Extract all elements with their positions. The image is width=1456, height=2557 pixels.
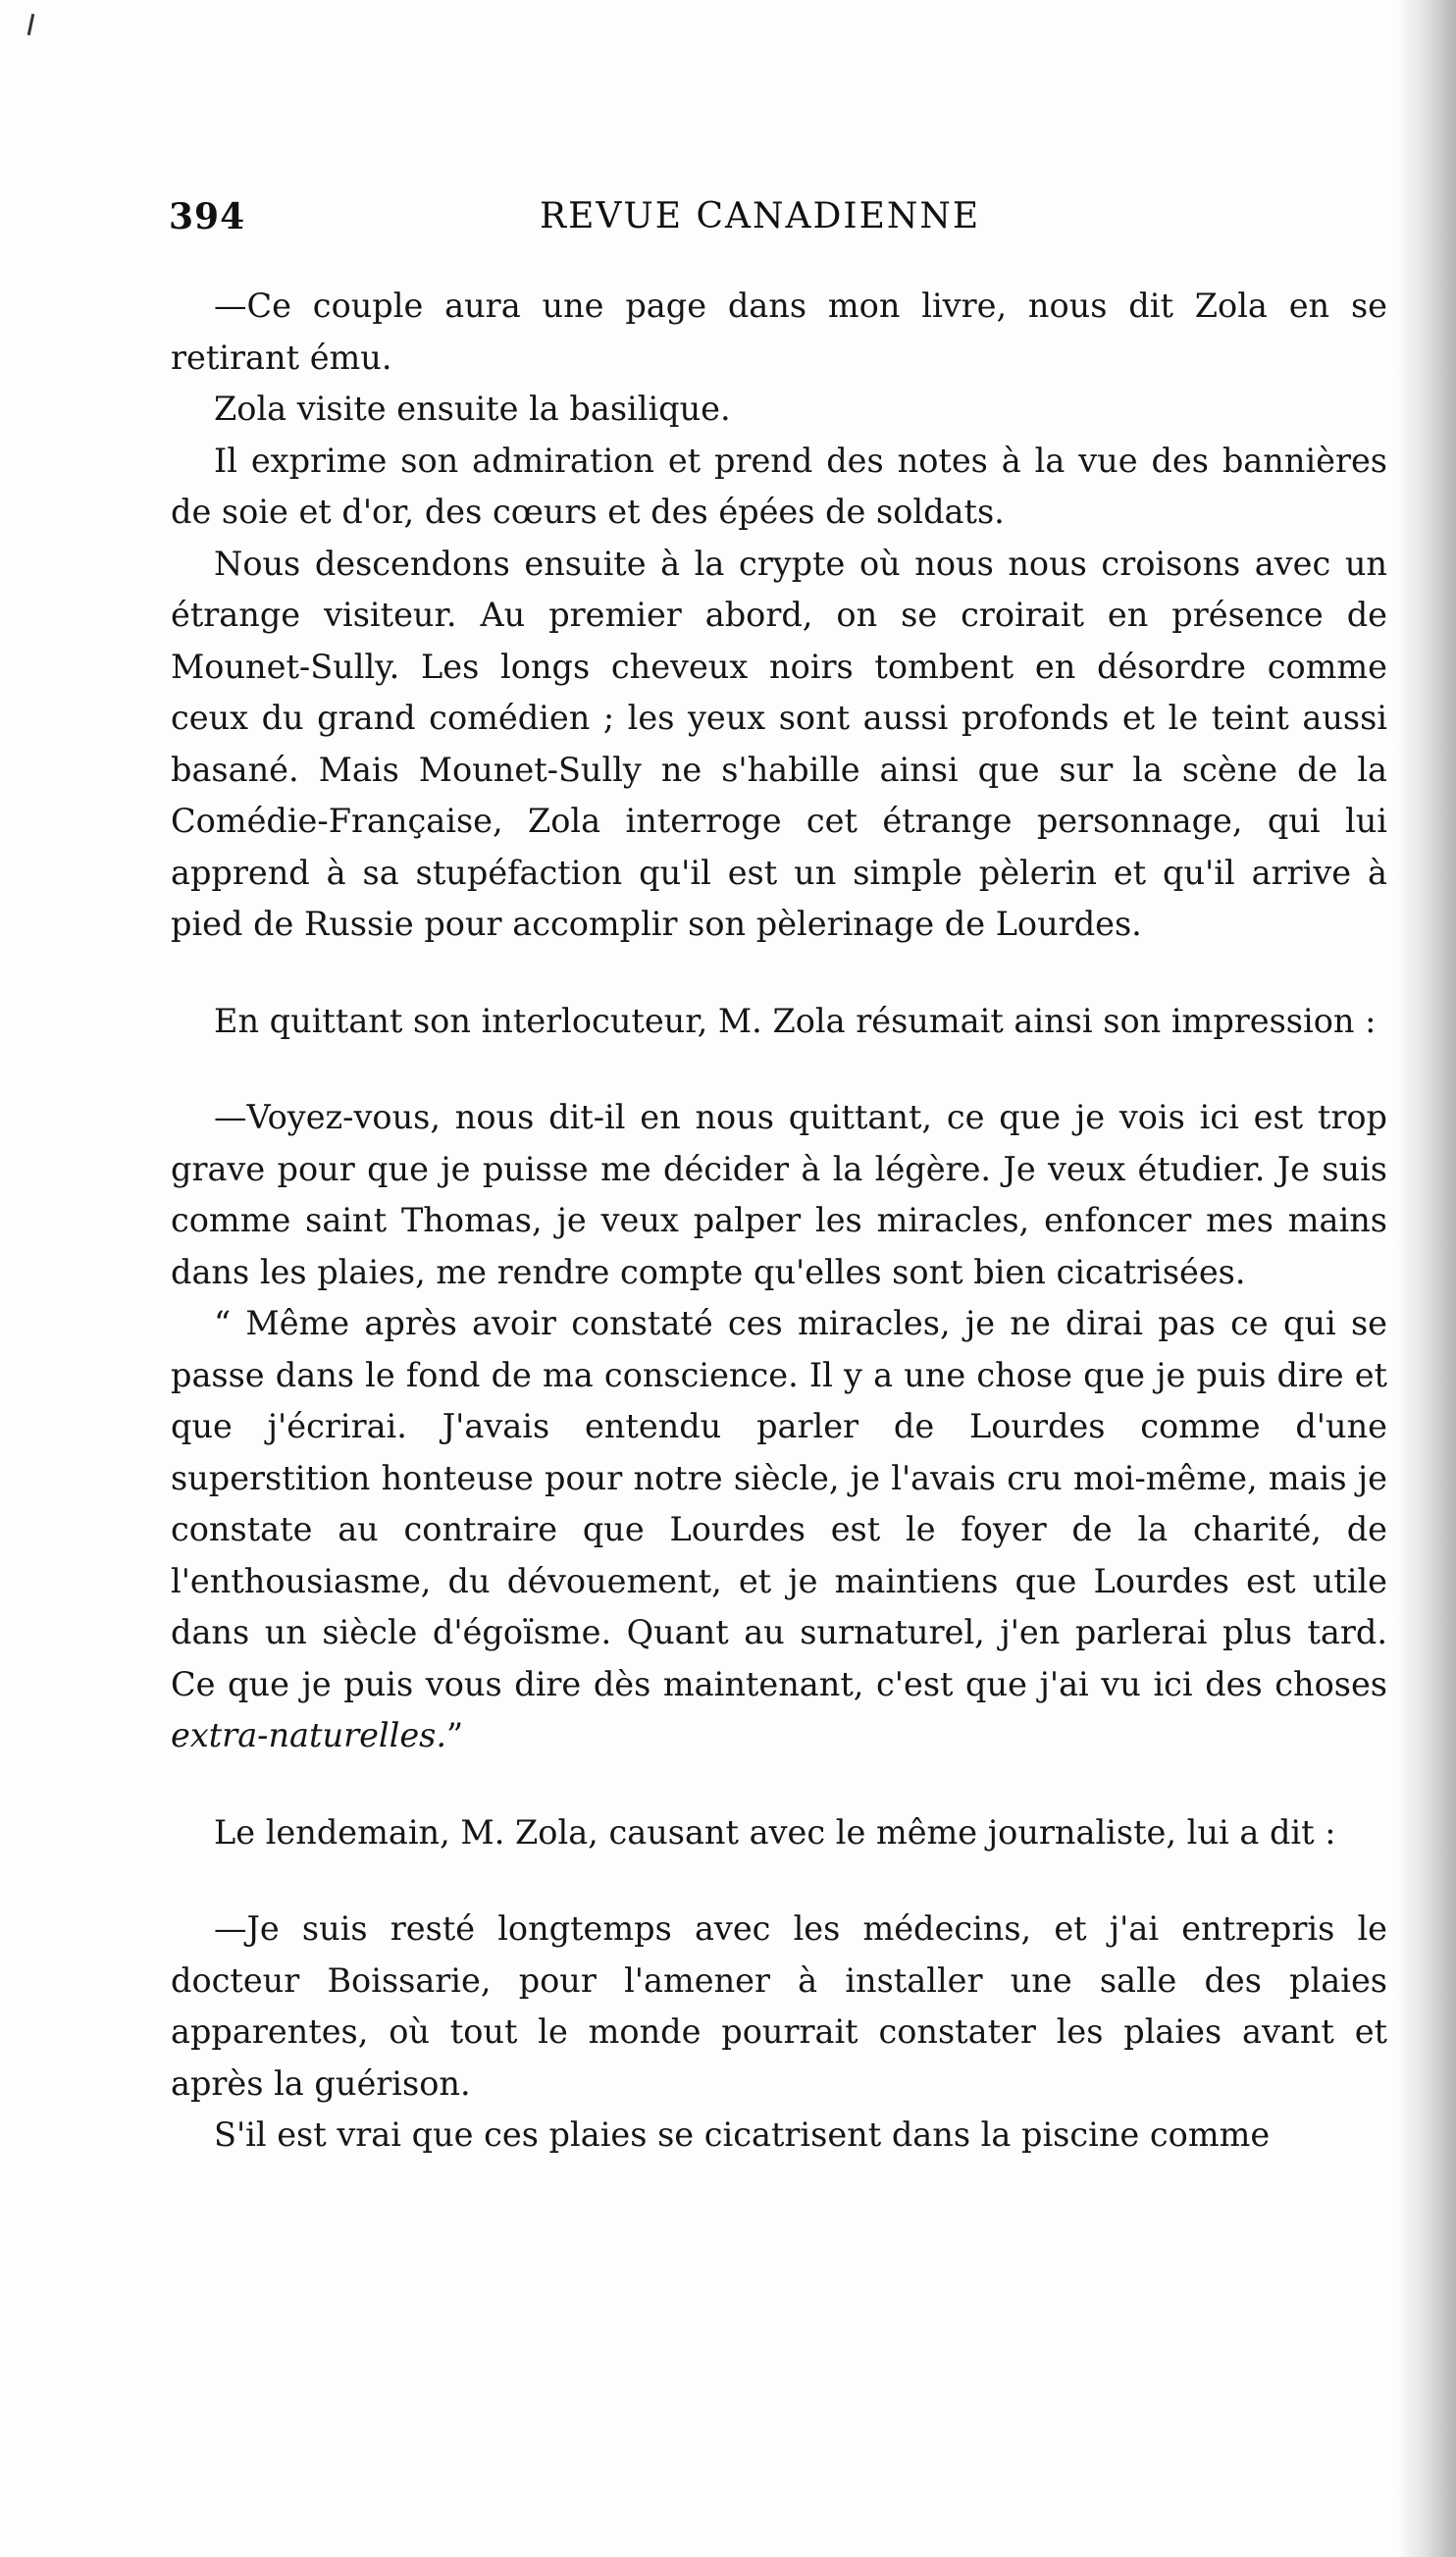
quote-close: ” [446, 1716, 464, 1754]
running-title: REVUE CANADIENNE [540, 196, 981, 236]
paragraph-lendemain: Le lendemain, M. Zola, causant avec le même journaliste, lui a dit : [214, 1812, 1336, 1852]
paragraph-impression: En quittant son interlocuteur, M. Zola résumait ainsi son impression : [214, 1001, 1377, 1040]
paragraph-crypte: Nous descendons ensuite à la crypte où nous nous croisons avec un étrange visiteur. Au premier abord, on se croirait en présence de Mounet-Sully. Les longs cheveux noirs tombent en désordre comme ceux du grand comédien ; les yeux sont aussi profonds et le teint aussi basané. Mais Mounet-Sully ne s'habille ainsi que sur la scène de la Comédie-Française, Zola interroge cet étrange personnage, qui lui apprend à sa stupéfaction qu'il est un simple pèlerin et qu'il arrive à pied de Russie pour accomplir son pèlerinage de Lourdes. [171, 544, 1387, 943]
paragraph-basilique: Zola visite ensuite la basilique. [214, 390, 731, 428]
paragraph-meme-apres [171, 1298, 1387, 1762]
quote-text: “ Même après avoir constaté ces miracles, je ne dirai pas ce qui se passe dans le fond de ma conscience. Il y a une chose que je puis dire et que j'écrirai. J'avais entendu parler de Lourdes comme d'une superstition honteuse pour notre siècle, je l'avais cru moi-même, mais je constate au contraire que Lourdes est le foyer de la charité, de l'enthousiasme, du dévouement, et je maintiens que Lourdes est utile dans un siècle d'égoïsme. Quant au surnaturel, j'en parlerai plus tard. Ce que je puis vous dire dès maintenant, c'est que j'ai vu ici des choses [171, 1304, 1387, 1703]
page-number: 394 [169, 196, 246, 237]
paragraph-medecins: —Je suis resté longtemps avec les médecins, et j'ai entrepris le docteur Boissarie, pour l'amener à installer une salle des plaies apparentes, où tout le monde pourrait constater les plaies avant et après la guérison. [171, 1909, 1387, 2103]
body-text [171, 281, 1387, 2162]
paragraph-admiration: Il exprime son admiration et prend des notes à la vue des bannières de soie et d'or, des cœurs et des épées de soldats. [171, 441, 1387, 531]
paragraph-plaies: S'il est vrai que ces plaies se cicatrisent dans la piscine comme [214, 2115, 1271, 2154]
page-header [169, 196, 1013, 251]
quote-italic-text: extra-naturelles. [171, 1716, 447, 1754]
paragraph-voyez-vous: —Voyez-vous, nous dit-il en nous quittant, ce que je vois ici est trop grave pour que je puisse me décider à la légère. Je veux étudier. Je suis comme saint Thomas, je veux palper les miracles, enfoncer mes mains dans les plaies, me rendre compte qu'elles sont bien cicatrisées. [171, 1098, 1387, 1291]
page-edge-shadow [1397, 0, 1456, 2557]
stray-ink-mark [27, 14, 35, 35]
paragraph-couple: —Ce couple aura une page dans mon livre, nous dit Zola en se retirant ému. [171, 287, 1387, 377]
